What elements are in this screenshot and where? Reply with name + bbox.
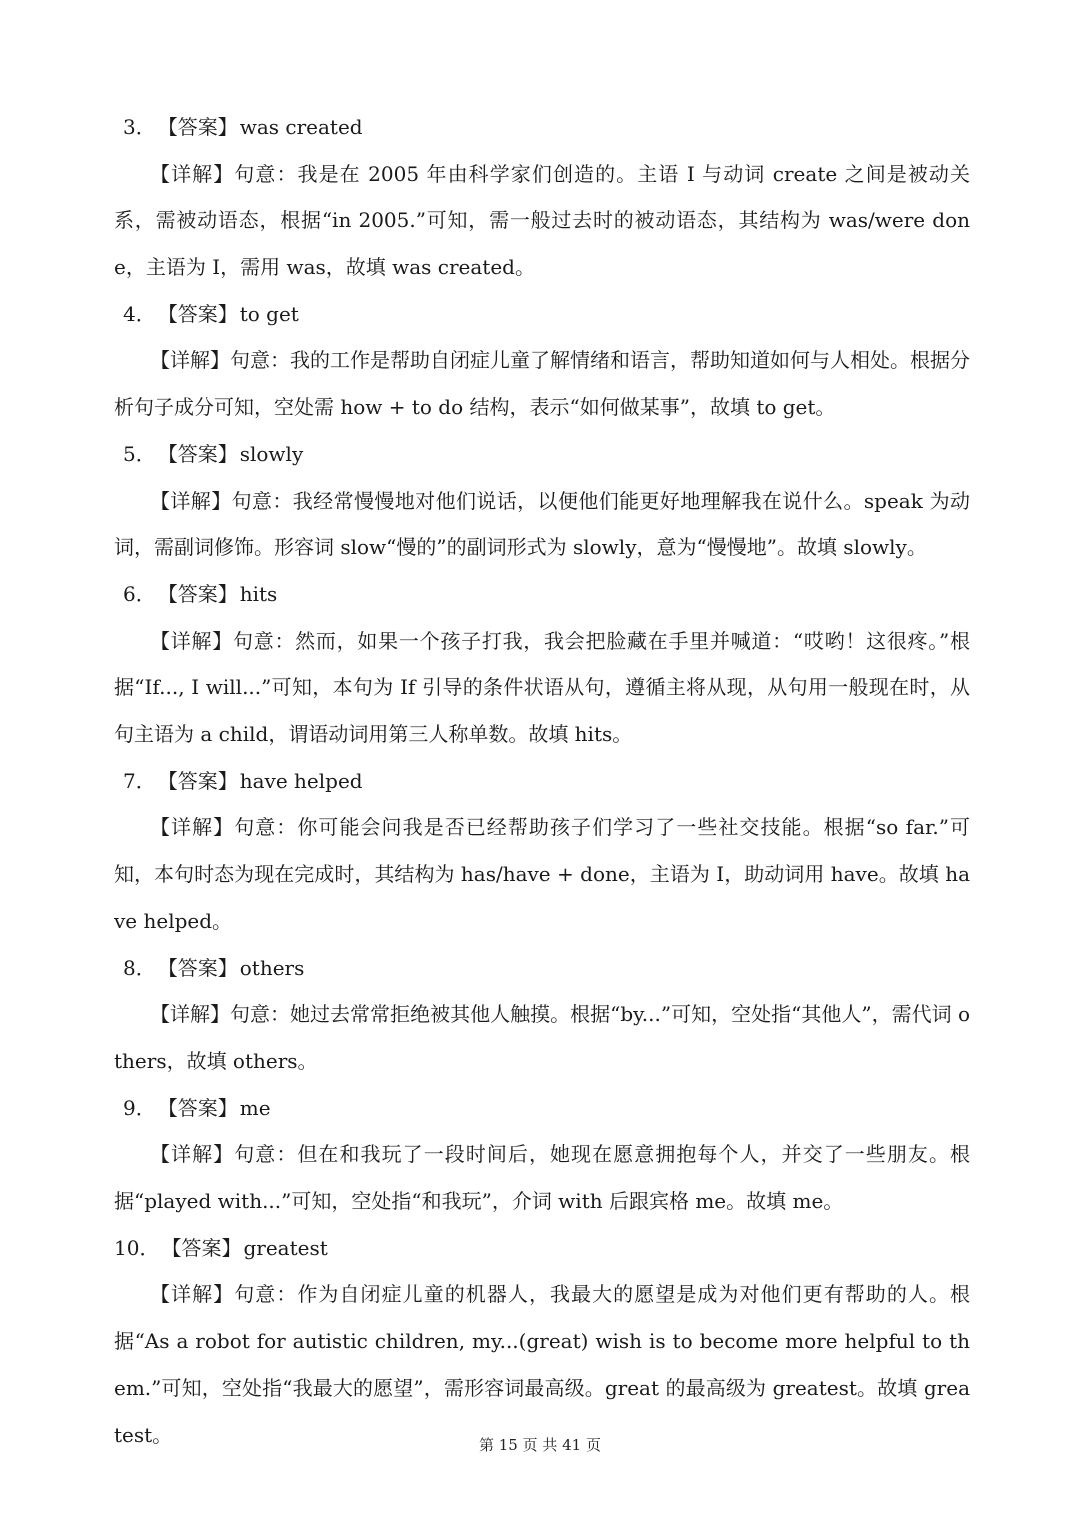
detail-paragraph [114,991,970,1084]
question-number: 5． [123,441,156,466]
detail-tag: 【详解】 [150,161,235,186]
answer-tag: 【答案】 [157,768,238,793]
answer-tag: 【答案】 [157,955,238,980]
answer-list [114,104,970,1458]
answer-line [114,291,970,338]
answer-value: hits [239,581,278,606]
detail-text: 句意：我经常慢慢地对他们说话，以便他们能更好地理解我在说什么。speak 为动词，需副词修饰。形容词 slow“慢的”的副词形式为 slowly，意为“慢慢地”。故填 slowly。 [114,488,970,560]
answer-line [114,1225,970,1272]
answer-value: slowly [239,441,304,466]
answer-line [114,758,970,805]
detail-paragraph [114,337,970,430]
detail-tag: 【详解】 [150,1282,235,1307]
answer-value: was created [239,115,363,139]
answer-line [114,1085,970,1132]
detail-tag: 【详解】 [150,1142,235,1167]
answer-line [114,431,970,478]
answer-tag: 【答案】 [157,441,238,466]
detail-tag: 【详解】 [150,348,230,373]
detail-text: 句意：但在和我玩了一段时间后，她现在愿意拥抱每个人，并交了一些朋友。根据“played with...”可知，空处指“和我玩”，介词 with 后跟宾格 me。故填 me。 [114,1142,971,1214]
answer-value: greatest [243,1235,328,1260]
answer-tag: 【答案】 [157,115,238,139]
answer-tag: 【答案】 [157,301,238,326]
answer-item-9 [114,1085,970,1225]
detail-tag: 【详解】 [150,815,235,840]
detail-tag: 【详解】 [150,1002,231,1027]
answer-tag: 【答案】 [157,581,238,606]
answer-line [114,571,970,618]
answer-tag: 【答案】 [157,1095,238,1120]
detail-text: 句意：我是在 2005 年由科学家们创造的。主语 I 与动词 create 之间是被动关系，需被动语态，根据“in 2005.”可知，需一般过去时的被动语态，其结构为 was/were done，主语为 I，需用 was，故填 was created。 [114,161,970,280]
question-number: 9． [123,1095,156,1120]
detail-text: 句意：你可能会问我是否已经帮助孩子们学习了一些社交技能。根据“so far.”可知，本句时态为现在完成时，其结构为 has/have + done，主语为 I，助动词用 have。故填 have helped。 [114,815,970,933]
question-number: 8． [123,955,156,980]
answer-item-8 [114,945,970,1085]
detail-tag: 【详解】 [150,628,233,653]
detail-text: 句意：我的工作是帮助自闭症儿童了解情绪和语言，帮助知道如何与人相处。根据分析句子成分可知，空处需 how + to do 结构，表示“如何做某事”，故填 to get。 [114,348,970,420]
detail-paragraph [114,1131,970,1224]
answer-line [114,945,970,992]
question-number: 4． [123,301,156,326]
detail-paragraph [114,618,970,758]
answer-tag: 【答案】 [161,1235,242,1260]
question-number: 7． [123,768,156,793]
detail-paragraph [114,478,970,571]
detail-text: 句意：她过去常常拒绝被其他人触摸。根据“by...”可知，空处指“其他人”，需代词 others，故填 others。 [114,1002,970,1073]
detail-text: 句意：作为自闭症儿童的机器人，我最大的愿望是成为对他们更有帮助的人。根据“As a robot for autistic children, my...(great) wish is to become more helpful to them.”可知，空处指“我最大的愿望”，需形容词最高级。great 的最高级为 greatest。故填 greatest。 [114,1282,971,1447]
answer-value: me [239,1095,271,1120]
detail-paragraph [114,1271,970,1458]
detail-text: 句意：然而，如果一个孩子打我，我会把脸藏在手里并喊道：“哎哟！这很疼。”根据“If..., I will...”可知，本句为 If 引导的条件状语从句，遵循主将从现，从句用一般现在时，从句主语为 a child，谓语动词用第三人称单数。故填 hits。 [114,628,971,747]
answer-line [114,104,970,151]
detail-paragraph [114,804,970,944]
question-number: 6． [123,581,156,606]
answer-item-6 [114,571,970,758]
answer-item-7 [114,758,970,945]
detail-tag: 【详解】 [150,488,232,513]
answer-item-10 [114,1225,970,1459]
answer-item-4 [114,291,970,431]
question-number: 3． [123,115,156,139]
detail-paragraph [114,151,970,291]
answer-value: others [239,955,305,980]
question-number: 10． [114,1235,160,1260]
answer-item-3 [114,104,970,291]
page-footer: 第 15 页 共 41 页 [478,1436,601,1454]
answer-value: have helped [239,768,363,793]
answer-item-5 [114,431,970,571]
answer-value: to get [239,301,299,326]
